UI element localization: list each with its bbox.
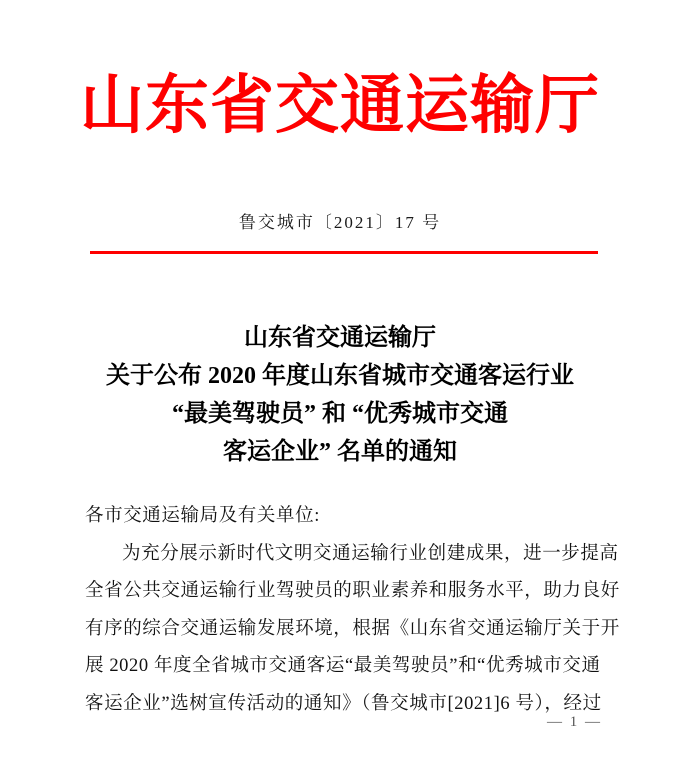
- paragraph-line-3: 有序的综合交通运输发展环境，根据《山东省交通运输厅关于开: [85, 618, 620, 639]
- notice-title: [0, 319, 680, 471]
- notice-body: [85, 498, 620, 723]
- notice-title-line-4: 客运企业” 名单的通知: [223, 439, 457, 465]
- notice-title-line-1: 山东省交通运输厅: [244, 325, 436, 351]
- paragraph-line-5: 客运企业”选树宣传活动的通知》（鲁交城市[2021]6 号），经过: [85, 693, 602, 714]
- notice-title-line-3: “最美驾驶员” 和 “优秀城市交通: [172, 401, 508, 427]
- agency-red-banner: 山东省交通运输厅: [80, 70, 600, 141]
- paragraph-line-2: 全省公共交通运输行业驾驶员的职业素养和服务水平，助力良好: [85, 581, 620, 601]
- page-number: — 1 —: [547, 714, 602, 730]
- red-divider-line: [90, 251, 598, 254]
- paragraph-line-4: 展 2020 年度全省城市交通客运“最美驾驶员”和“优秀城市交通: [85, 656, 601, 676]
- paragraph-line-1: 为充分展示新时代文明交通运输行业创建成果，进一步提高: [122, 543, 619, 564]
- salutation-line: 各市交通运输局及有关单位:: [85, 506, 320, 526]
- document-number: 鲁交城市〔2021〕17 号: [238, 213, 442, 232]
- notice-title-line-2: 关于公布 2020 年度山东省城市交通客运行业: [106, 363, 574, 389]
